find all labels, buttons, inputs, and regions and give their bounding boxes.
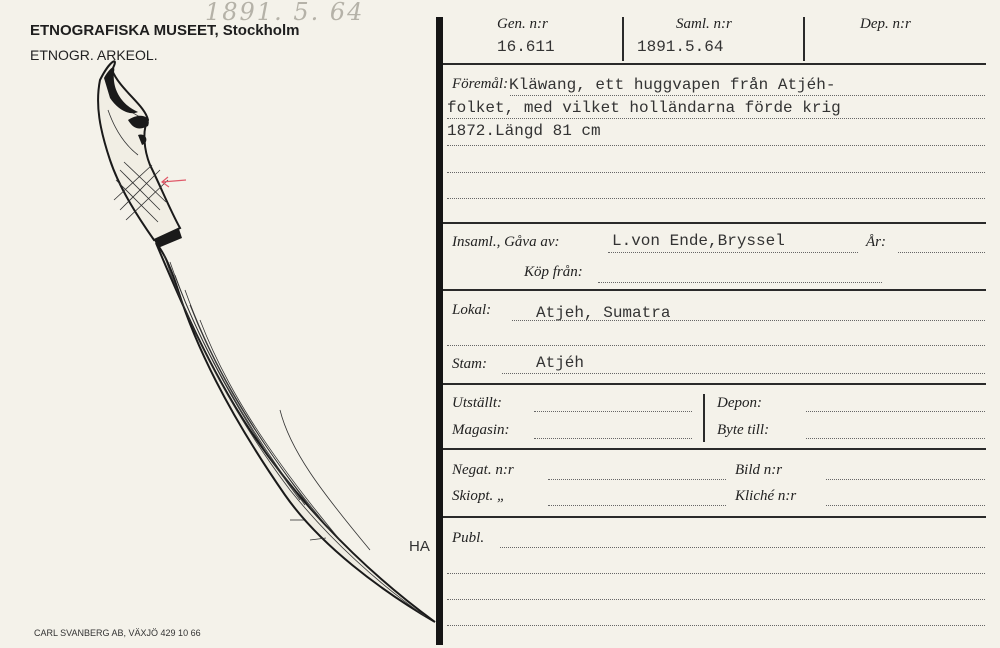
dotted-line xyxy=(806,411,985,412)
byte-label: Byte till: xyxy=(717,422,770,438)
dotted-line xyxy=(447,599,985,600)
dotted-line xyxy=(510,95,985,96)
kop-label: Köp från: xyxy=(524,264,583,280)
magasin-label: Magasin: xyxy=(452,422,510,438)
insaml-value: L.von Ende,Bryssel xyxy=(612,232,785,250)
insaml-label: Insaml., Gåva av: xyxy=(452,234,560,250)
skiopt-label: Skiopt. „ xyxy=(452,488,506,504)
gen-label: Gen. n:r xyxy=(497,16,548,32)
initials: HA xyxy=(409,538,430,555)
rule xyxy=(443,63,986,65)
dotted-line xyxy=(500,547,985,548)
dotted-line xyxy=(826,479,985,480)
gen-value: 16.611 xyxy=(497,38,555,56)
rule xyxy=(443,222,986,224)
klewang-drawing xyxy=(90,50,440,630)
dotted-line xyxy=(598,282,882,283)
dotted-line xyxy=(447,198,985,199)
publ-label: Publ. xyxy=(452,530,485,546)
saml-value: 1891.5.64 xyxy=(637,38,724,56)
stam-value: Atjéh xyxy=(536,354,585,372)
pencil-number: 1891. 5. 64 xyxy=(205,0,365,26)
dep-label: Dep. n:r xyxy=(860,16,911,32)
rule xyxy=(443,448,986,450)
foremal-line-2: folket, med vilket holländarna förde krig xyxy=(447,99,841,117)
dotted-line xyxy=(826,505,985,506)
dotted-line xyxy=(447,625,985,626)
dotted-line xyxy=(608,252,858,253)
dotted-line xyxy=(447,118,985,119)
department-name: ETNOGR. ARKEOL. xyxy=(30,47,158,63)
negat-label: Negat. n:r xyxy=(452,462,514,478)
printer-mark: CARL SVANBERG AB, VÄXJÖ 429 10 66 xyxy=(34,628,201,638)
lokal-value: Atjeh, Sumatra xyxy=(536,304,671,322)
dotted-line xyxy=(548,479,726,480)
kliche-label: Kliché n:r xyxy=(735,488,797,504)
dotted-line xyxy=(898,252,985,253)
foremal-label: Föremål: xyxy=(452,76,509,92)
dotted-line xyxy=(806,438,985,439)
depon-label: Depon: xyxy=(717,395,762,411)
dotted-line xyxy=(447,172,985,173)
divider xyxy=(803,17,805,61)
dotted-line xyxy=(447,573,985,574)
dotted-line xyxy=(534,438,692,439)
rule xyxy=(443,383,986,385)
ar-label: År: xyxy=(866,234,886,250)
foremal-line-3: 1872.Längd 81 cm xyxy=(447,122,601,140)
dotted-line xyxy=(502,373,985,374)
stam-label: Stam: xyxy=(452,356,487,372)
dotted-line xyxy=(447,345,985,346)
lokal-label: Lokal: xyxy=(452,302,492,318)
utstallt-label: Utställt: xyxy=(452,395,503,411)
dotted-line xyxy=(548,505,726,506)
form-left-rule xyxy=(436,17,443,645)
red-arrow-icon xyxy=(162,177,186,187)
bild-label: Bild n:r xyxy=(735,462,783,478)
dotted-line xyxy=(447,145,985,146)
foremal-line-1: Kläwang, ett huggvapen från Atjéh- xyxy=(509,76,836,94)
divider xyxy=(622,17,624,61)
dotted-line xyxy=(534,411,692,412)
divider xyxy=(703,394,705,442)
saml-label: Saml. n:r xyxy=(676,16,732,32)
museum-name: ETNOGRAFISKA MUSEET, Stockholm xyxy=(30,22,300,39)
rule xyxy=(443,289,986,291)
blade-outline xyxy=(156,243,435,622)
rule xyxy=(443,516,986,518)
dotted-line xyxy=(512,320,985,321)
